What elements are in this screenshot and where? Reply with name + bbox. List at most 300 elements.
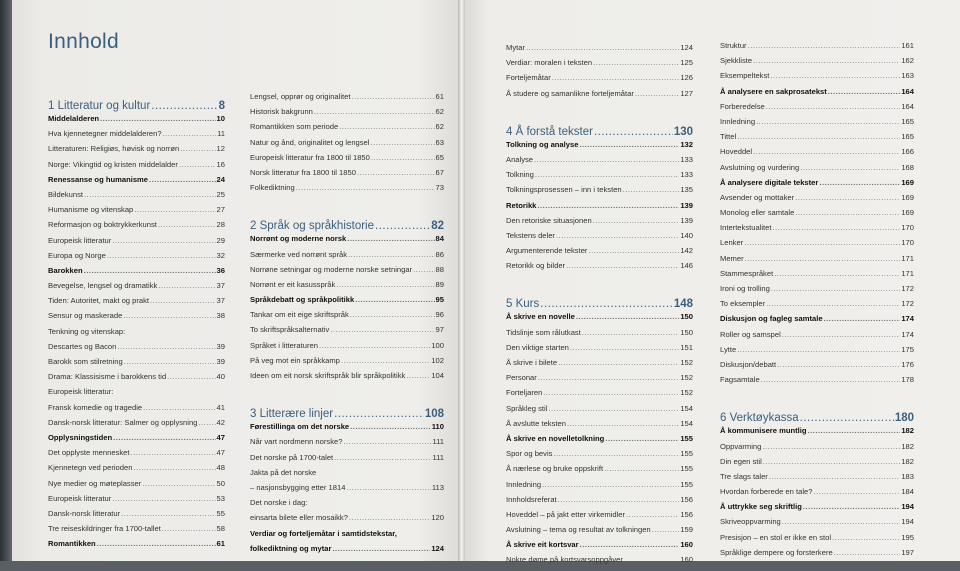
toc-entry-page: 62 bbox=[435, 122, 444, 132]
toc-entry bbox=[506, 89, 693, 104]
leader-dots bbox=[777, 360, 900, 369]
toc-entry-page: 11 bbox=[217, 129, 225, 139]
leader-dots bbox=[534, 155, 679, 164]
toc-entry bbox=[250, 183, 444, 198]
toc-entry-page: 47 bbox=[216, 448, 225, 458]
toc-entry bbox=[250, 138, 444, 153]
toc-entry-page: 175 bbox=[901, 344, 914, 354]
leader-dots bbox=[737, 345, 900, 354]
toc-entry-page: 10 bbox=[216, 114, 225, 123]
toc-entry-title: Retorikk bbox=[506, 200, 537, 210]
toc-entry-page: 176 bbox=[901, 359, 914, 369]
toc-entry bbox=[48, 129, 225, 144]
toc-entry-title: Eksempeltekst bbox=[720, 71, 770, 81]
toc-entry bbox=[250, 453, 444, 468]
toc-entry bbox=[720, 533, 914, 548]
toc-entry bbox=[48, 403, 225, 418]
toc-entry-page: 194 bbox=[901, 517, 914, 527]
leader-dots bbox=[319, 341, 430, 350]
toc-entry-title: Stammespråket bbox=[720, 268, 774, 278]
leader-dots bbox=[593, 216, 680, 225]
toc-entry-page: 156 bbox=[680, 494, 693, 504]
toc-entry bbox=[250, 356, 444, 371]
toc-entry-title: Å skrive en novelle bbox=[506, 312, 575, 322]
toc-entry-title: Presisjon – en stol er ikke en stol bbox=[720, 532, 832, 542]
toc-entry-page: 37 bbox=[216, 296, 225, 306]
toc-entry-page: 39 bbox=[216, 357, 225, 366]
toc-entry-page: 61 bbox=[216, 539, 225, 549]
leader-dots bbox=[357, 168, 435, 177]
leader-dots bbox=[588, 246, 679, 255]
toc-entry-title: Den viktige starten bbox=[506, 342, 569, 352]
toc-entry bbox=[48, 144, 225, 159]
leader-dots bbox=[350, 310, 435, 319]
leader-dots bbox=[552, 73, 680, 82]
toc-entry-page: 155 bbox=[680, 479, 693, 489]
leader-dots bbox=[808, 426, 901, 435]
toc-entry-title: Språklige dempere og forsterkere bbox=[720, 547, 833, 557]
leader-dots bbox=[800, 163, 900, 172]
toc-entry-page: 160 bbox=[680, 555, 693, 565]
leader-dots bbox=[151, 100, 217, 112]
toc-entry-title: Tekstens deler bbox=[506, 230, 555, 240]
toc-entry bbox=[506, 464, 693, 479]
toc-entry-title: Særmerke ved norrønt språk bbox=[250, 249, 348, 259]
toc-entry-page: 155 bbox=[680, 433, 693, 443]
toc-entry-title: folkediktning og mytar bbox=[250, 543, 332, 553]
toc-entry bbox=[506, 343, 693, 358]
toc-entry-page: 154 bbox=[680, 418, 693, 428]
leader-dots bbox=[112, 236, 215, 245]
toc-entry bbox=[250, 371, 444, 386]
leader-dots bbox=[566, 261, 679, 270]
leader-dots bbox=[526, 43, 679, 52]
leader-dots bbox=[800, 412, 894, 424]
toc-entry bbox=[250, 153, 444, 168]
toc-entry-page: 29 bbox=[216, 235, 225, 245]
toc-entry bbox=[48, 418, 225, 433]
leader-dots bbox=[558, 495, 680, 504]
toc-entry-page: 151 bbox=[680, 342, 693, 352]
toc-entry bbox=[506, 373, 693, 388]
toc-entry-title: Natur og ånd, originalitet og lengsel bbox=[250, 137, 370, 147]
leader-dots bbox=[623, 185, 680, 194]
toc-entry bbox=[720, 132, 914, 147]
toc-entry-page: 48 bbox=[216, 463, 225, 473]
toc-entry-page: 164 bbox=[901, 101, 914, 111]
toc-entry-title: Innledning bbox=[720, 116, 756, 126]
toc-entry-page: 102 bbox=[431, 355, 444, 365]
toc-entry-page: 132 bbox=[680, 139, 693, 149]
toc-entry-page: 65 bbox=[435, 152, 444, 162]
toc-entry-page: 160 bbox=[680, 540, 693, 550]
toc-entry-title: Ideen om eit norsk skriftspråk blir språkpolitikk bbox=[250, 371, 406, 380]
toc-entry-title: Tolkning og analyse bbox=[506, 139, 579, 149]
leader-dots bbox=[567, 419, 679, 428]
toc-entry-title: Forteljaren bbox=[506, 388, 543, 398]
toc-entry-title: Verdiar og forteljemåtar i samtidstekstar, bbox=[250, 528, 397, 538]
toc-entry-title: Innledning bbox=[506, 479, 542, 489]
toc-entry bbox=[48, 205, 225, 220]
leader-dots bbox=[828, 87, 901, 96]
toc-entry-page: 25 bbox=[216, 189, 225, 199]
toc-entry bbox=[720, 442, 914, 457]
toc-entry bbox=[48, 266, 225, 281]
toc-entry bbox=[506, 155, 693, 170]
leader-dots bbox=[100, 114, 215, 123]
toc-entry bbox=[506, 170, 693, 185]
leader-dots bbox=[84, 266, 216, 275]
leader-dots bbox=[334, 408, 424, 420]
toc-entry-page: 63 bbox=[435, 137, 444, 147]
toc-entry-title: 3 Litterære linjer bbox=[250, 408, 334, 421]
toc-entry-title: Avslutning – tema og resultat av tolkningen bbox=[506, 525, 651, 535]
toc-entry bbox=[48, 220, 225, 235]
leader-dots bbox=[336, 280, 434, 289]
toc-entry-page: 152 bbox=[680, 373, 693, 383]
toc-entry bbox=[250, 529, 444, 544]
toc-entry bbox=[720, 87, 914, 102]
leader-dots bbox=[766, 102, 901, 111]
toc-entry-page: 24 bbox=[216, 174, 225, 184]
toc-entry-page: 95 bbox=[435, 295, 444, 305]
toc-entry bbox=[250, 437, 444, 452]
toc-entry-title: Avslutning og vurdering bbox=[720, 162, 800, 172]
toc-entry-page: 88 bbox=[435, 264, 444, 274]
toc-entry-title: Europeisk litteratur bbox=[48, 235, 112, 245]
leader-dots bbox=[296, 183, 435, 192]
toc-entry-title: Å skrive en novelletolkning bbox=[506, 433, 605, 443]
toc-entry-page: 61 bbox=[435, 92, 444, 101]
toc-entry-title: Mytar bbox=[506, 43, 525, 52]
toc-entry-page: 125 bbox=[680, 58, 693, 68]
toc-entry-title: Litteraturen: Religiøs, høvisk og norrøn bbox=[48, 144, 180, 154]
toc-entry bbox=[250, 234, 444, 249]
toc-entry bbox=[250, 168, 444, 183]
leader-dots bbox=[348, 250, 434, 259]
toc-entry-page: 197 bbox=[901, 547, 914, 557]
leader-dots bbox=[107, 251, 216, 260]
toc-entry bbox=[720, 223, 914, 238]
toc-entry-title: Din egen stil bbox=[720, 456, 762, 466]
toc-entry-title: Verdiar: moralen i teksten bbox=[506, 58, 593, 68]
toc-entry bbox=[506, 419, 693, 434]
leader-dots bbox=[334, 453, 431, 462]
toc-entry-page: 194 bbox=[901, 502, 914, 512]
toc-entry-page: 84 bbox=[435, 234, 444, 244]
toc-entry-page: 150 bbox=[680, 312, 693, 322]
leader-dots bbox=[314, 107, 435, 116]
leader-dots bbox=[795, 208, 900, 217]
toc-entry bbox=[506, 231, 693, 246]
toc-entry-page: 39 bbox=[216, 341, 225, 351]
toc-entry bbox=[506, 449, 693, 464]
toc-entry-title: Å nærlese og bruke oppskrift bbox=[506, 464, 604, 474]
toc-entry-page: 148 bbox=[673, 298, 693, 311]
toc-entry-title: Analyse bbox=[506, 154, 534, 164]
toc-entry-title: Lengsel, opprør og originalitet bbox=[250, 92, 351, 101]
toc-entry bbox=[720, 330, 914, 345]
toc-entry bbox=[48, 448, 225, 463]
toc-entry-page: 169 bbox=[901, 208, 914, 218]
toc-entry-title: Argumenterende tekster bbox=[506, 246, 588, 256]
toc-entry-title: Barokken bbox=[48, 265, 83, 275]
toc-entry-page: 139 bbox=[680, 200, 693, 210]
toc-entry bbox=[506, 140, 693, 155]
toc-entry-title: Å analysere digitale tekster bbox=[720, 177, 819, 187]
toc-entry-page: 82 bbox=[431, 220, 444, 233]
leader-dots bbox=[761, 375, 901, 384]
leader-dots bbox=[347, 234, 434, 243]
toc-entry-title: Jakta på det norske bbox=[250, 467, 317, 477]
toc-entry-title: Den retoriske situasjonen bbox=[506, 215, 592, 225]
leader-dots bbox=[763, 457, 901, 466]
toc-column-2 bbox=[250, 92, 444, 559]
toc-entry-title: Monolog eller samtale bbox=[720, 208, 795, 218]
toc-entry bbox=[48, 524, 225, 539]
leader-dots bbox=[558, 358, 679, 367]
toc-entry-page: 108 bbox=[424, 408, 444, 421]
toc-entry-page: 130 bbox=[673, 125, 693, 138]
toc-entry bbox=[720, 71, 914, 86]
toc-entry bbox=[506, 328, 693, 343]
toc-entry-title: Nokre døme på kortsvarsoppgåver bbox=[506, 555, 623, 565]
toc-entry bbox=[250, 122, 444, 137]
toc-entry bbox=[48, 296, 225, 311]
toc-entry-page: 159 bbox=[680, 525, 693, 535]
toc-entry bbox=[506, 246, 693, 261]
leader-dots bbox=[737, 132, 900, 141]
toc-entry-title: Tiden: Autoritet, makt og prakt bbox=[48, 296, 150, 306]
toc-entry-page: 166 bbox=[901, 147, 914, 157]
toc-entry bbox=[720, 345, 914, 360]
toc-entry-title: Å analysere en sakprosatekst bbox=[720, 86, 827, 96]
toc-entry-page: 58 bbox=[216, 524, 225, 534]
toc-entry bbox=[506, 73, 693, 88]
toc-entry bbox=[506, 540, 693, 555]
leader-dots bbox=[782, 517, 901, 526]
toc-entry-title: Tolkningsprosessen – inn i teksten bbox=[506, 185, 622, 195]
leader-dots bbox=[117, 342, 215, 351]
toc-entry-title: Norsk litteratur fra 1800 til 1850 bbox=[250, 167, 356, 177]
toc-entry-page: 152 bbox=[680, 388, 693, 398]
leader-dots bbox=[198, 418, 215, 427]
toc-entry bbox=[48, 281, 225, 296]
toc-entry bbox=[48, 509, 225, 524]
toc-entry-title: Dansk-norsk litteratur bbox=[48, 508, 121, 518]
leader-dots bbox=[351, 92, 434, 101]
toc-entry bbox=[506, 404, 693, 419]
toc-entry-page: 28 bbox=[216, 220, 225, 230]
toc-entry-title: Middelalderen bbox=[48, 114, 100, 123]
leader-dots bbox=[652, 525, 680, 534]
leader-dots bbox=[341, 356, 430, 365]
toc-entry bbox=[720, 314, 914, 329]
toc-entry-title: Det opplyste mennesket bbox=[48, 448, 130, 458]
toc-entry-page: 16 bbox=[216, 159, 225, 169]
leader-dots bbox=[121, 509, 215, 518]
toc-entry-page: 155 bbox=[680, 464, 693, 474]
toc-entry-page: 32 bbox=[216, 250, 225, 260]
toc-entry bbox=[720, 41, 914, 56]
leader-dots bbox=[553, 449, 679, 458]
toc-entry-page: 171 bbox=[901, 268, 914, 278]
leader-dots bbox=[580, 540, 680, 549]
leader-dots bbox=[349, 513, 430, 522]
toc-entry-title: Intertekstualitet bbox=[720, 223, 772, 233]
leader-dots bbox=[813, 487, 900, 496]
toc-entry-page: 174 bbox=[901, 329, 914, 339]
leader-dots bbox=[570, 343, 679, 352]
toc-entry-title: Å avslutte teksten bbox=[506, 418, 566, 428]
toc-entry bbox=[720, 147, 914, 162]
leader-dots bbox=[770, 71, 900, 80]
toc-entry-page: 170 bbox=[901, 223, 914, 233]
toc-entry-page: 182 bbox=[901, 441, 914, 451]
leader-dots bbox=[774, 269, 900, 278]
leader-dots bbox=[84, 190, 216, 199]
toc-entry bbox=[250, 341, 444, 356]
toc-entry-title: Struktur bbox=[720, 41, 747, 50]
toc-entry bbox=[506, 525, 693, 540]
toc-entry bbox=[720, 487, 914, 502]
toc-entry bbox=[506, 480, 693, 495]
leader-dots bbox=[537, 201, 679, 210]
toc-entry bbox=[48, 479, 225, 494]
spacer bbox=[250, 386, 444, 400]
toc-entry-title: Hvordan forberede en tale? bbox=[720, 487, 813, 497]
toc-entry-title: Romantikken bbox=[48, 539, 96, 549]
leader-dots bbox=[635, 89, 679, 98]
toc-entry-page: 47 bbox=[216, 432, 225, 442]
toc-entry-page: 97 bbox=[435, 325, 444, 335]
toc-entry-title: Europeisk litteratur bbox=[48, 493, 112, 503]
toc-entry bbox=[720, 102, 914, 117]
toc-entry-title: Bevegelse, lengsel og dramatikk bbox=[48, 281, 158, 291]
leader-dots bbox=[604, 464, 679, 473]
toc-entry-page: 127 bbox=[680, 88, 693, 98]
leader-dots bbox=[582, 328, 679, 337]
toc-entry bbox=[48, 494, 225, 509]
toc-entry-title: Historisk bakgrunn bbox=[250, 107, 313, 117]
toc-entry bbox=[48, 433, 225, 448]
toc-entry-page: 164 bbox=[901, 86, 914, 96]
toc-entry bbox=[720, 284, 914, 299]
toc-entry-title: – nasjonsbygging etter 1814 bbox=[250, 482, 346, 492]
chapter-heading bbox=[720, 404, 914, 426]
leader-dots bbox=[413, 265, 434, 274]
leader-dots bbox=[346, 483, 430, 492]
toc-entry-title: Bildekunst bbox=[48, 189, 84, 199]
toc-entry-title: Drama: Klassisisme i barokkens tid bbox=[48, 372, 167, 382]
leader-dots bbox=[167, 372, 215, 381]
toc-entry-title: To eksempler bbox=[720, 299, 766, 309]
toc-entry-page: 156 bbox=[680, 509, 693, 519]
leader-dots bbox=[771, 284, 901, 293]
toc-entry bbox=[720, 360, 914, 375]
toc-column-4 bbox=[720, 41, 914, 563]
leader-dots bbox=[355, 295, 434, 304]
toc-entry-title: Roller og samspel bbox=[720, 329, 781, 339]
toc-entry bbox=[250, 265, 444, 280]
leader-dots bbox=[133, 463, 215, 472]
toc-entry-page: 140 bbox=[680, 230, 693, 240]
leader-dots bbox=[339, 122, 434, 131]
toc-entry-page: 86 bbox=[435, 249, 444, 259]
toc-entry bbox=[48, 160, 225, 175]
toc-entry-page: 111 bbox=[432, 437, 444, 447]
toc-entry-title: Opplysningstiden bbox=[48, 432, 113, 442]
toc-entry-page: 50 bbox=[216, 478, 225, 488]
toc-entry-page: 135 bbox=[680, 185, 693, 195]
toc-entry-title: 4 Å forstå tekster bbox=[506, 125, 593, 138]
toc-entry-title: Hoveddel – på jakt etter virkemidler bbox=[506, 509, 626, 519]
toc-entry-title: Norge: Vikingtid og kristen middelalder bbox=[48, 159, 178, 169]
toc-entry-title: Diskusjon/debatt bbox=[720, 359, 777, 369]
leader-dots bbox=[753, 147, 900, 156]
toc-entry-title: To skriftspråksalternativ bbox=[250, 325, 330, 335]
toc-entry bbox=[48, 539, 225, 554]
toc-entry-title: Memer bbox=[720, 253, 744, 263]
toc-entry-page: 180 bbox=[894, 412, 914, 425]
toc-entry-title: Barokk som stilretning bbox=[48, 357, 123, 366]
leader-dots bbox=[834, 548, 901, 557]
toc-entry-title: Språkleg stil bbox=[506, 403, 548, 413]
toc-entry-page: 40 bbox=[216, 372, 225, 382]
leader-dots bbox=[593, 58, 679, 67]
toc-entry-page: 155 bbox=[680, 449, 693, 459]
leader-dots bbox=[538, 373, 680, 382]
toc-entry bbox=[250, 544, 444, 559]
toc-entry bbox=[720, 193, 914, 208]
toc-entry-page: 100 bbox=[431, 340, 444, 350]
leader-dots bbox=[162, 524, 216, 533]
toc-entry-title: Humanisme og vitenskap bbox=[48, 205, 134, 215]
toc-entry bbox=[720, 426, 914, 441]
toc-entry-page: 96 bbox=[435, 310, 444, 320]
spacer bbox=[506, 276, 693, 290]
toc-entry bbox=[250, 92, 444, 107]
leader-dots bbox=[150, 296, 216, 305]
leader-dots bbox=[753, 56, 900, 65]
toc-entry bbox=[720, 502, 914, 517]
leader-dots bbox=[756, 117, 900, 126]
toc-entry-page: 183 bbox=[901, 471, 914, 481]
toc-entry-page: 169 bbox=[901, 177, 914, 187]
toc-entry bbox=[720, 299, 914, 314]
toc-entry bbox=[250, 498, 444, 513]
toc-entry-title: Sensur og maskerade bbox=[48, 311, 123, 321]
leader-dots bbox=[803, 502, 900, 511]
chapter-heading bbox=[506, 118, 693, 140]
toc-entry-page: 37 bbox=[216, 281, 225, 291]
chapter-heading bbox=[506, 290, 693, 312]
toc-entry-page: 150 bbox=[680, 327, 693, 337]
leader-dots bbox=[371, 153, 435, 162]
toc-entry bbox=[506, 216, 693, 231]
toc-entry bbox=[250, 250, 444, 265]
toc-entry-title: Kjennetegn ved perioden bbox=[48, 463, 133, 473]
toc-entry bbox=[48, 114, 225, 129]
toc-entry bbox=[506, 555, 693, 570]
toc-entry-title: Tre reiseskildringer fra 1700-tallet bbox=[48, 524, 161, 534]
toc-entry-title: Europeisk litteratur: bbox=[48, 387, 114, 397]
leader-dots bbox=[130, 448, 215, 457]
toc-entry-title: Diskusjon og fagleg samtale bbox=[720, 314, 823, 324]
toc-entry-title: Det norske i dag: bbox=[250, 498, 308, 508]
spacer bbox=[506, 104, 693, 118]
leader-dots bbox=[134, 205, 215, 214]
